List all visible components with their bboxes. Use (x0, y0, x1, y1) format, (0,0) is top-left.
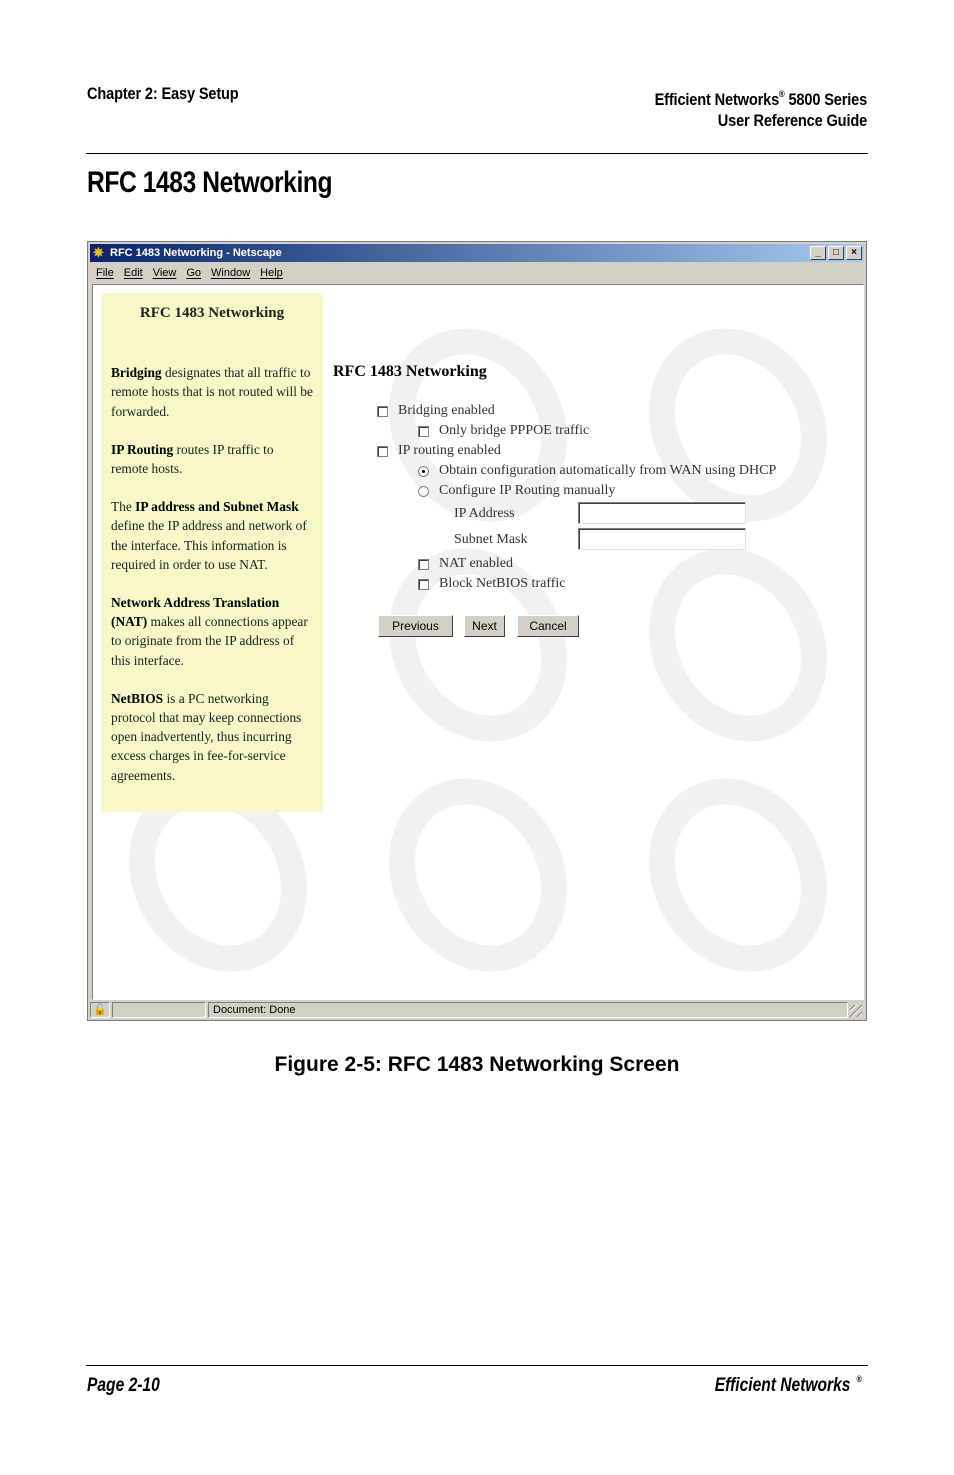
product-header (655, 84, 867, 131)
status-bar (90, 1001, 864, 1019)
menu-help[interactable]: Help (260, 267, 283, 279)
cancel-button[interactable]: Cancel (517, 615, 579, 637)
menu-window[interactable]: Window (211, 267, 251, 279)
help-term: IP address and Subnet Mask (135, 499, 299, 515)
menu-file[interactable]: File (96, 267, 114, 279)
minimize-button[interactable]: _ (810, 246, 826, 260)
maximize-button[interactable]: □ (828, 246, 844, 260)
manual-row (418, 481, 615, 501)
help-netbios (111, 689, 313, 785)
help-term: NetBIOS (111, 690, 164, 706)
brand-name: Efficient Networks (714, 1375, 850, 1396)
page-number: Page 2-10 (87, 1375, 160, 1396)
header-rule (86, 153, 868, 154)
help-term: IP Routing (111, 441, 174, 457)
footer-rule (86, 1365, 868, 1366)
next-button[interactable]: Next (464, 615, 505, 637)
security-lock-icon[interactable]: 🔓 (90, 1002, 110, 1018)
browser-window (87, 241, 867, 1021)
pppoe-row (418, 421, 589, 441)
help-text: is a PC networking protocol that may keep connections open inadvertently, thus incurring excess charges in fee-for-service agreements. (111, 690, 302, 783)
netbios-checkbox[interactable] (418, 579, 429, 590)
subnet-mask-label: Subnet Mask (454, 532, 528, 547)
bridging-row (377, 401, 495, 421)
help-nat (111, 593, 313, 670)
form-title: RFC 1483 Networking (333, 363, 487, 380)
manual-radio[interactable] (418, 486, 429, 497)
dhcp-label: Obtain configuration automatically from WAN using DHCP (439, 463, 777, 478)
previous-button[interactable]: Previous (378, 615, 453, 637)
help-term: Bridging (111, 365, 162, 381)
watermark-logo (614, 746, 861, 1000)
ip-routing-label: IP routing enabled (398, 443, 501, 458)
close-button[interactable]: × (846, 246, 862, 260)
page-content (92, 284, 864, 1000)
footer-brand (714, 1374, 862, 1397)
help-bridging (111, 363, 313, 421)
nat-checkbox[interactable] (418, 559, 429, 570)
watermark-logo (614, 516, 861, 774)
window-title: RFC 1483 Networking - Netscape (110, 247, 282, 259)
help-routing (111, 440, 313, 478)
netbios-label: Block NetBIOS traffic (439, 576, 566, 591)
menu-bar (90, 263, 864, 283)
ip-routing-row (377, 441, 501, 461)
ip-routing-checkbox[interactable] (377, 446, 388, 457)
sidebar-title: RFC 1483 Networking (139, 305, 285, 321)
subnet-mask-input[interactable] (578, 528, 746, 550)
ip-address-input[interactable] (578, 502, 746, 524)
progress-cell (112, 1002, 206, 1018)
product-series: 5800 Series (784, 90, 867, 109)
help-text: routes IP traffic to remote hosts. (111, 441, 274, 477)
figure-caption: Figure 2-5: RFC 1483 Networking Screen (274, 1053, 680, 1076)
netbios-row (418, 574, 566, 594)
pppoe-checkbox[interactable] (418, 426, 429, 437)
netscape-icon: ✵ (93, 245, 104, 260)
nat-row (418, 554, 513, 574)
dhcp-row (418, 461, 776, 481)
menu-edit[interactable]: Edit (123, 267, 143, 279)
help-text: designates that all traffic to remote hosts that is not routed will be forwarded. (111, 365, 313, 419)
manual-label: Configure IP Routing manually (439, 483, 616, 498)
bridging-label: Bridging enabled (398, 403, 495, 418)
section-title: RFC 1483 Networking (87, 166, 333, 199)
chapter-header: Chapter 2: Easy Setup (87, 84, 239, 103)
pppoe-label: Only bridge PPPOE traffic (439, 423, 590, 438)
status-text: Document: Done (208, 1002, 848, 1018)
ip-address-label: IP Address (454, 506, 515, 521)
help-ip-address (111, 497, 313, 574)
bridging-checkbox[interactable] (377, 406, 388, 417)
title-bar (90, 244, 864, 262)
product-name: Efficient Networks (654, 90, 779, 109)
help-sidebar (101, 293, 323, 812)
menu-go[interactable]: Go (186, 267, 202, 279)
help-term: Network Address Translation (NAT) (111, 595, 280, 630)
help-text: define the IP address and network of the interface. This information is required in order to use NAT. (111, 518, 307, 572)
help-text: makes all connections appear to originate from the IP address of this interface. (111, 614, 308, 668)
watermark-logo (354, 746, 601, 1000)
dhcp-radio[interactable] (418, 466, 429, 477)
registered-mark: ® (778, 89, 785, 99)
help-text: The (111, 499, 136, 515)
registered-mark: ® (856, 1374, 862, 1384)
nat-label: NAT enabled (439, 556, 513, 571)
menu-view[interactable]: View (152, 267, 177, 279)
guide-name: User Reference Guide (717, 111, 867, 130)
resize-grip[interactable] (850, 1005, 862, 1017)
